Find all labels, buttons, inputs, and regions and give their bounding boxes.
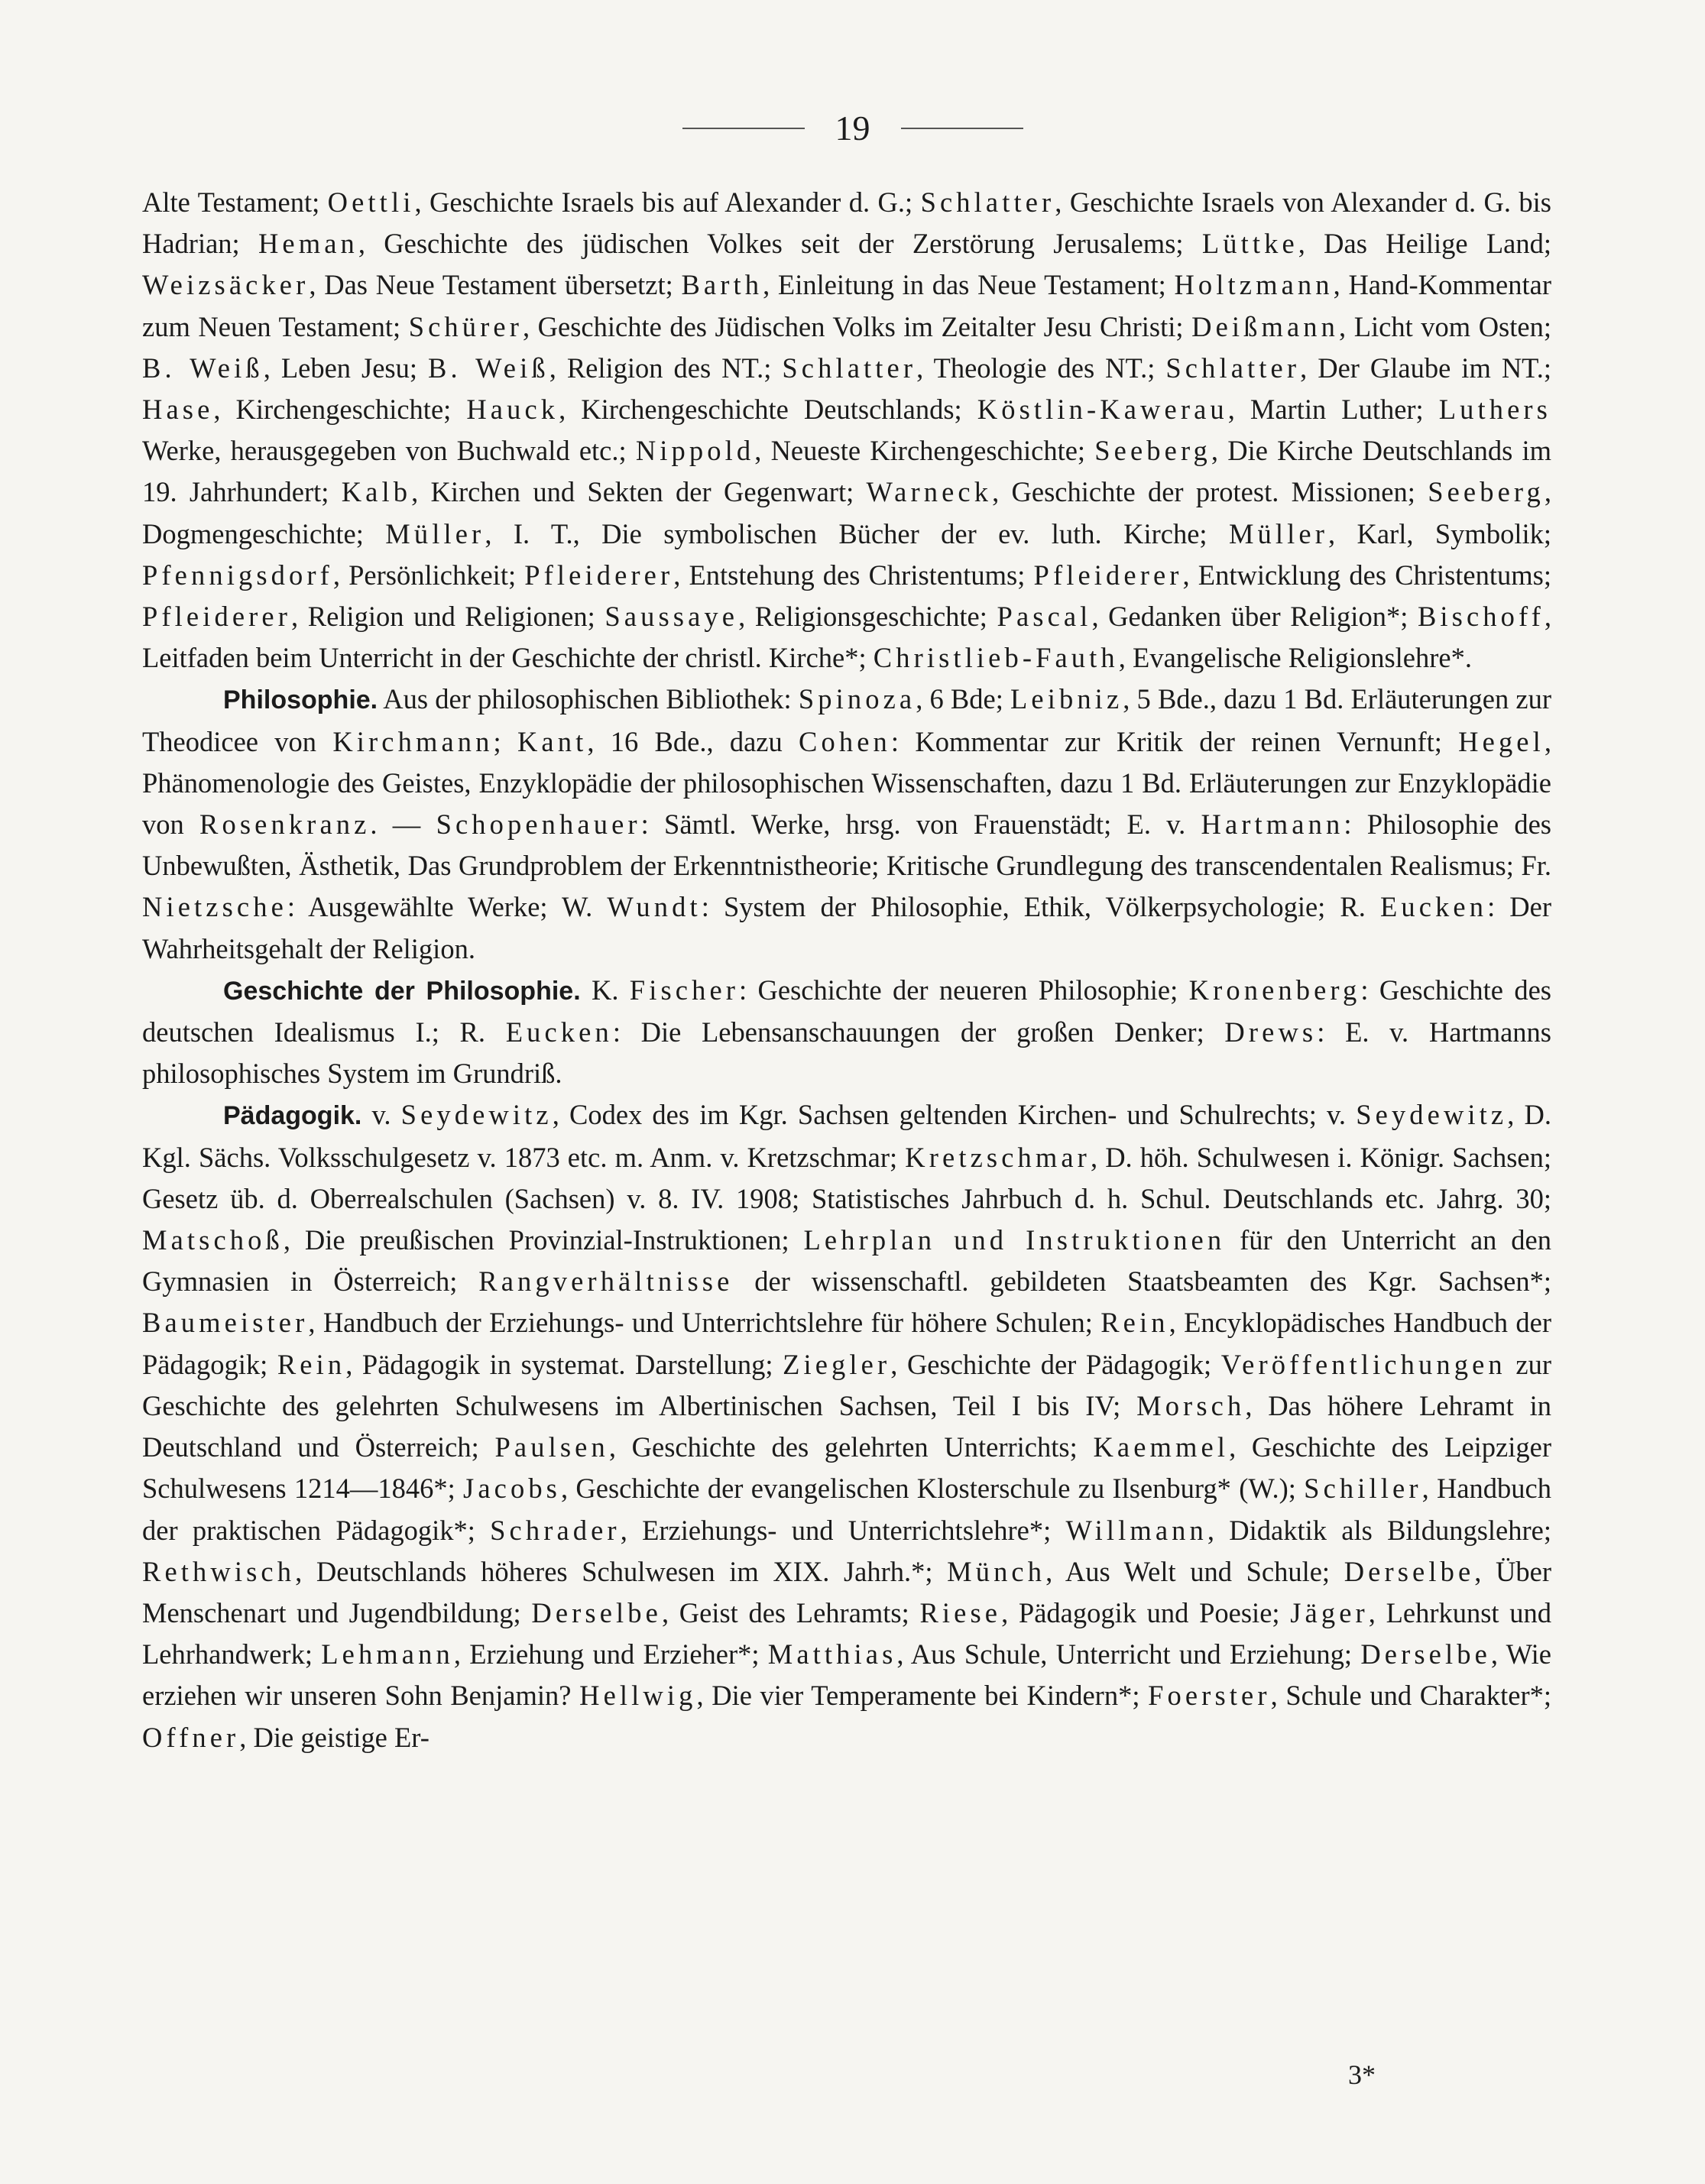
text-run: , Neueste Kirchengeschichte; bbox=[754, 435, 1095, 467]
text-run: , Evangelische Religionslehre*. bbox=[1118, 642, 1472, 674]
author-name: Spinoza bbox=[798, 683, 916, 715]
author-name: Eucken bbox=[1379, 891, 1488, 923]
text-run: , Deutschlands höheres Schulwesen im XIX. Jahrh.*; bbox=[295, 1555, 948, 1587]
text-run: : Kommentar zur Kritik der reinen Vernunft; bbox=[890, 725, 1459, 757]
text-run: : System der Philosophie, Ethik, Völkerpsychologie; R. bbox=[701, 891, 1380, 923]
text-run: für den Unterricht an den Gymnasien in Österreich; bbox=[142, 1224, 1552, 1298]
text-run: : Ausgewählte Werke; W. bbox=[287, 891, 608, 923]
text-run: , Geschichte der Pädagogik; bbox=[890, 1348, 1221, 1380]
text-run: , Die Kirche Deutschlands im 19. Jahrhundert; bbox=[142, 435, 1551, 508]
paragraph bbox=[142, 679, 1551, 969]
text-run: , Geschichte des Leipziger Schulwesens 1214—1846*; bbox=[142, 1431, 1551, 1505]
paragraph bbox=[142, 1094, 1551, 1758]
text-run: , Religionsgeschichte; bbox=[738, 601, 997, 633]
text-run: , D. höh. Schulwesen i. Königr. Sachsen; Gesetz üb. d. Oberrealschulen (Sachsen) v. 8. IV. 1908; Statistisches Jahrbuch d. h. Schul. Deutschlands etc. Jahrg. 30; bbox=[142, 1141, 1551, 1214]
author-name: Rethwisch bbox=[142, 1555, 296, 1587]
author-name: Kant bbox=[517, 725, 588, 757]
text-run: , Aus Schule, Unterricht und Erziehung; bbox=[896, 1638, 1361, 1670]
signature-mark: 3* bbox=[1348, 2059, 1376, 2090]
author-name: Deißmann bbox=[1191, 310, 1340, 342]
author-name: Heman bbox=[258, 228, 358, 260]
text-run: , Die geistige Er- bbox=[239, 1721, 429, 1753]
page-number: 19 bbox=[835, 109, 870, 147]
text-run: : Der Wahrheitsgehalt der Religion. bbox=[142, 891, 1551, 964]
author-name: Pascal bbox=[997, 601, 1092, 633]
author-name: Matschoß bbox=[142, 1224, 284, 1256]
text-run: , Pädagogik in systemat. Darstellung; bbox=[345, 1348, 783, 1380]
author-name: Warneck bbox=[866, 476, 993, 508]
text-run: , Geschichte des gelehrten Unterrichts; bbox=[608, 1431, 1094, 1463]
author-name: Ziegler bbox=[783, 1348, 891, 1380]
author-name: Foerster bbox=[1148, 1680, 1271, 1712]
author-name: Derselbe bbox=[531, 1596, 662, 1628]
author-name: Nippold bbox=[635, 435, 755, 467]
body-text bbox=[142, 182, 1551, 1758]
author-name: Schiller bbox=[1304, 1473, 1422, 1505]
text-run: , Dogmengeschichte; bbox=[142, 476, 1551, 549]
author-name: Matthias bbox=[767, 1638, 897, 1670]
author-name: Nietzsche bbox=[142, 891, 287, 923]
text-run: v. bbox=[361, 1099, 401, 1131]
author-name: Oettli bbox=[327, 186, 415, 218]
author-name: Lehrplan und Instruktionen bbox=[803, 1224, 1226, 1256]
author-name: Barth bbox=[681, 269, 763, 301]
text-run: ; bbox=[493, 725, 517, 757]
text-run: , Lehrkunst und Lehrhandwerk; bbox=[142, 1596, 1551, 1670]
author-name: Weizsäcker bbox=[142, 269, 310, 301]
author-name: Hellwig bbox=[579, 1680, 697, 1712]
text-run: , Einleitung in das Neue Testament; bbox=[763, 269, 1175, 301]
text-run: , Leitfaden beim Unterricht in der Geschichte der christl. Kirche*; bbox=[142, 601, 1551, 674]
author-name: Schlatter bbox=[1165, 352, 1301, 384]
author-name: Derselbe bbox=[1344, 1555, 1475, 1587]
text-run: , Kirchengeschichte; bbox=[213, 394, 467, 426]
text-run: , Geschichte des jüdischen Volkes seit der Zerstörung Jerusalems; bbox=[358, 228, 1202, 260]
author-name: Kaemmel bbox=[1093, 1431, 1230, 1463]
text-run: , Karl, Symbolik; bbox=[1327, 517, 1551, 549]
header-rule-left bbox=[682, 128, 805, 129]
author-name: Pfleiderer bbox=[524, 559, 674, 591]
text-run: Alte Testament; bbox=[142, 186, 328, 218]
text-run: , I. T., Die symbolischen Bücher der ev. luth. Kirche; bbox=[485, 517, 1229, 549]
author-name: Cohen bbox=[799, 725, 891, 757]
author-name: Wundt bbox=[607, 891, 702, 923]
author-name: Kronenberg bbox=[1188, 974, 1361, 1006]
author-name: Drews bbox=[1224, 1016, 1318, 1048]
text-run: : Geschichte des deutschen Idealismus I.; R. bbox=[142, 974, 1551, 1048]
text-run: , Licht vom Osten; bbox=[1339, 310, 1551, 342]
text-run: , Entwicklung des Christentums; bbox=[1182, 559, 1552, 591]
text-run: , Geschichte des Jüdischen Volks im Zeitalter Jesu Christi; bbox=[522, 310, 1192, 342]
text-run: , Pädagogik und Poesie; bbox=[1001, 1596, 1291, 1628]
author-name: Müller bbox=[1228, 517, 1328, 549]
author-name: Rangverhältnisse bbox=[478, 1265, 734, 1298]
author-name: Rein bbox=[277, 1348, 346, 1380]
header-rule-right bbox=[901, 128, 1023, 129]
author-name: Pfleiderer bbox=[1033, 559, 1183, 591]
text-run: , Hand-Kommentar zum Neuen Testament; bbox=[142, 269, 1551, 342]
text-run: , Martin Luther; bbox=[1227, 394, 1439, 426]
text-run: , 16 Bde., dazu bbox=[587, 725, 799, 757]
author-name: Schlatter bbox=[920, 186, 1055, 218]
author-name: Schopenhauer bbox=[436, 808, 641, 841]
text-run: , Kirchengeschichte Deutschlands; bbox=[559, 394, 977, 426]
text-run: , Codex des im Kgr. Sachsen geltenden Kirchen- und Schulrechts; v. bbox=[552, 1099, 1357, 1131]
text-run: , Geschichte Israels von Alexander d. G. bis Hadrian; bbox=[142, 186, 1551, 260]
text-run: : Die Lebensanschauungen der großen Denker; bbox=[612, 1016, 1225, 1048]
author-name: B. Weiß bbox=[142, 352, 264, 384]
text-run: , Erziehungs- und Unterrichtslehre*; bbox=[620, 1514, 1066, 1546]
author-name: Morsch bbox=[1136, 1389, 1246, 1421]
section-heading: Geschichte der Philosophie. bbox=[223, 976, 581, 1006]
text-run: , Geschichte der protest. Missionen; bbox=[992, 476, 1428, 508]
author-name: Seydewitz bbox=[400, 1099, 553, 1131]
author-name: Köstlin-Kawerau bbox=[977, 394, 1228, 426]
text-run: , Das Heilige Land; bbox=[1298, 228, 1551, 260]
author-name: Schürer bbox=[408, 310, 523, 342]
author-name: Willmann bbox=[1065, 1514, 1207, 1546]
text-run: , Das höhere Lehramt in Deutschland und Österreich; bbox=[142, 1389, 1552, 1463]
author-name: Jacobs bbox=[463, 1473, 562, 1505]
text-run: , Handbuch der Erziehungs- und Unterrichtslehre für höhere Schulen; bbox=[308, 1307, 1101, 1339]
text-run: , Religion und Religionen; bbox=[291, 601, 605, 633]
text-run: , Gedanken über Religion*; bbox=[1091, 601, 1418, 633]
text-run: , Erziehung und Erzieher*; bbox=[453, 1638, 768, 1670]
text-run: , Persönlichkeit; bbox=[332, 559, 525, 591]
author-name: Pfennigsdorf bbox=[142, 559, 333, 591]
author-name: Rein bbox=[1100, 1307, 1169, 1339]
text-run: , Didaktik als Bildungslehre; bbox=[1207, 1514, 1551, 1546]
paragraph bbox=[142, 182, 1551, 679]
author-name: Lehmann bbox=[321, 1638, 454, 1670]
text-run: : E. v. Hartmanns philosophisches System im Grundriß. bbox=[142, 1016, 1552, 1090]
author-name: Bischoff bbox=[1417, 601, 1545, 633]
text-run: : Philosophie des Unbewußten, Ästhetik, Das Grundproblem der Erkenntnistheorie; Kritische Grundlegung des transcendentalen Realismus; Fr. bbox=[142, 808, 1552, 882]
text-run: , Wie erziehen wir unseren Sohn Benjamin? bbox=[142, 1638, 1551, 1712]
text-run: , Entstehung des Christentums; bbox=[673, 559, 1034, 591]
text-run: , Geschichte der evangelischen Klosterschule zu Ilsenburg* (W.); bbox=[561, 1473, 1305, 1505]
author-name: Pfleiderer bbox=[142, 601, 291, 633]
author-name: Seeberg bbox=[1428, 476, 1545, 508]
text-run: Werke, herausgegeben von Buchwald etc.; bbox=[142, 435, 636, 467]
author-name: Hauck bbox=[466, 394, 559, 426]
author-name: Münch bbox=[947, 1555, 1046, 1587]
text-run: , Die preußischen Provinzial-Instruktionen; bbox=[283, 1224, 804, 1256]
author-name: Kretzschmar bbox=[905, 1141, 1091, 1173]
author-name: Christlieb-Fauth bbox=[873, 642, 1119, 674]
text-run: , Theologie des NT.; bbox=[916, 352, 1166, 384]
author-name: Jäger bbox=[1290, 1596, 1369, 1628]
text-run: , Religion des NT.; bbox=[549, 352, 783, 384]
text-run: , Geschichte Israels bis auf Alexander d. G.; bbox=[414, 186, 921, 218]
text-run: der wissenschaftl. gebildeten Staatsbeamten des Kgr. Sachsen*; bbox=[733, 1265, 1551, 1298]
author-name: Derselbe bbox=[1360, 1638, 1491, 1670]
author-name: Riese bbox=[919, 1596, 1002, 1628]
paragraph bbox=[142, 970, 1551, 1095]
page-header bbox=[0, 109, 1705, 148]
author-name: Saussaye bbox=[605, 601, 739, 633]
author-name: Seeberg bbox=[1094, 435, 1211, 467]
section-heading: Pädagogik. bbox=[223, 1101, 362, 1131]
text-run: Aus der philosophischen Bibliothek: bbox=[378, 683, 799, 715]
text-run: , D. Kgl. Sächs. Volksschulgesetz v. 1873 etc. m. Anm. v. Kretzschmar; bbox=[142, 1099, 1551, 1173]
text-run: , Encyklopädisches Handbuch der Pädagogik; bbox=[142, 1307, 1551, 1380]
author-name: Hartmann bbox=[1201, 808, 1344, 841]
author-name: Baumeister bbox=[142, 1307, 309, 1339]
author-name: Paulsen bbox=[494, 1431, 609, 1463]
text-run: , Der Glaube im NT.; bbox=[1300, 352, 1552, 384]
author-name: B. Weiß bbox=[428, 352, 549, 384]
text-run: , Leben Jesu; bbox=[263, 352, 428, 384]
text-run: , Phänomenologie des Geistes, Enzyklopädie der philosophischen Wissenschaften, dazu 1 Bd. Erläuterungen zur Enzyklopädie von bbox=[142, 725, 1551, 841]
section-heading: Philosophie. bbox=[223, 685, 378, 715]
text-run: : Geschichte der neueren Philosophie; bbox=[739, 974, 1189, 1006]
author-name: Schlatter bbox=[782, 352, 917, 384]
text-run: , 6 Bde; bbox=[916, 683, 1010, 715]
text-run: , Geist des Lehramts; bbox=[661, 1596, 920, 1628]
text-run: zur Geschichte des gelehrten Schulwesens im Albertinischen Sachsen, Teil I bis IV; bbox=[142, 1348, 1551, 1421]
author-name: Schrader bbox=[490, 1514, 621, 1546]
text-run: : Sämtl. Werke, hrsg. von Frauenstädt; E. v. bbox=[640, 808, 1201, 841]
author-name: Veröffentlichungen bbox=[1220, 1348, 1506, 1380]
author-name: Offner bbox=[142, 1721, 240, 1753]
author-name: Fischer bbox=[629, 974, 740, 1006]
author-name: Kirchmann bbox=[332, 725, 494, 757]
text-run: , Aus Welt und Schule; bbox=[1045, 1555, 1344, 1587]
author-name: Lüttke bbox=[1201, 228, 1298, 260]
text-run: K. bbox=[580, 974, 630, 1006]
text-run: , Handbuch der praktischen Pädagogik*; bbox=[142, 1473, 1552, 1546]
author-name: Luthers bbox=[1438, 394, 1552, 426]
text-run: , Das Neue Testament übersetzt; bbox=[309, 269, 682, 301]
author-name: Eucken bbox=[505, 1016, 613, 1048]
text-run: , Die vier Temperamente bei Kindern*; bbox=[696, 1680, 1149, 1712]
text-run: , Kirchen und Sekten der Gegenwart; bbox=[411, 476, 867, 508]
author-name: Leibniz bbox=[1010, 683, 1123, 715]
author-name: Müller bbox=[385, 517, 485, 549]
text-run: , Über Menschenart und Jugendbildung; bbox=[142, 1555, 1551, 1628]
author-name: Hegel bbox=[1458, 725, 1545, 757]
author-name: Seydewitz bbox=[1356, 1099, 1508, 1131]
text-run: , 5 Bde., dazu 1 Bd. Erläuterungen zur Theodicee von bbox=[142, 683, 1552, 757]
author-name: Kalb bbox=[341, 476, 412, 508]
author-name: Rosenkranz bbox=[199, 808, 371, 841]
author-name: Holtzmann bbox=[1174, 269, 1334, 301]
text-run: , Schule und Charakter*; bbox=[1270, 1680, 1551, 1712]
text-run: . — bbox=[370, 808, 436, 841]
author-name: Hase bbox=[142, 394, 214, 426]
